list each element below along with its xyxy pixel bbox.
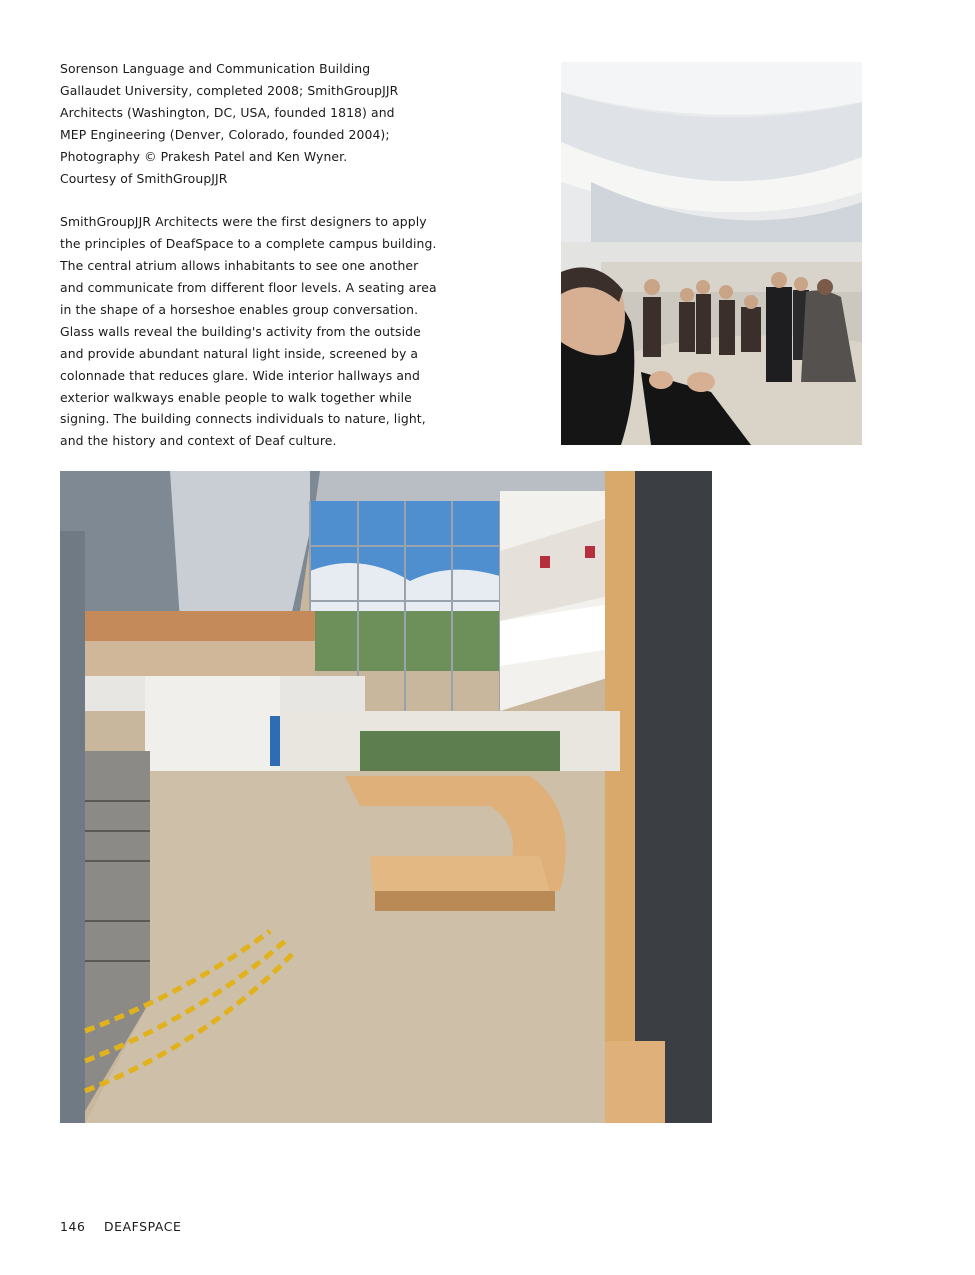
description-line: colonnade that reduces glare. Wide interior hallways and: [60, 367, 420, 383]
description-line: signing. The building connects individuals to nature, light,: [60, 411, 426, 427]
credit-line: Photography © Prakesh Patel and Ken Wyner.: [60, 148, 348, 164]
description-line: the principles of DeafSpace to a complete campus building.: [60, 236, 437, 252]
description-line: exterior walkways enable people to walk together while: [60, 389, 412, 405]
description-line: and provide abundant natural light inside, screened by a: [60, 345, 419, 361]
description-line: Glass walls reveal the building's activity from the outside: [60, 323, 421, 339]
page-footer: [60, 1219, 181, 1234]
running-title: DEAFSPACE: [104, 1219, 182, 1234]
description-line: and the history and context of Deaf culture.: [60, 433, 337, 449]
caption-block: [60, 58, 450, 452]
credit-line: Courtesy of SmithGroupJJR: [60, 170, 228, 186]
credit-line: Gallaudet University, completed 2008; SmithGroupJJR: [60, 82, 399, 98]
description-line: The central atrium allows inhabitants to see one another: [60, 258, 419, 274]
atrium-main-image: [60, 471, 712, 1123]
credit-line: Architects (Washington, DC, USA, founded 1818) and: [60, 104, 395, 120]
atrium-group-image: [561, 62, 862, 445]
description-line: SmithGroupJJR Architects were the first designers to apply: [60, 214, 427, 230]
page-number: 146: [60, 1219, 86, 1234]
atrium-main-photo: [60, 471, 712, 1123]
description-line: in the shape of a horseshoe enables group conversation.: [60, 301, 419, 317]
credit-line: Sorenson Language and Communication Building: [60, 61, 371, 76]
credit-line: MEP Engineering (Denver, Colorado, founded 2004);: [60, 126, 390, 142]
description-line: and communicate from different floor levels. A seating area: [60, 280, 437, 296]
paragraph-gap: [60, 189, 450, 211]
atrium-group-photo: [561, 62, 862, 445]
